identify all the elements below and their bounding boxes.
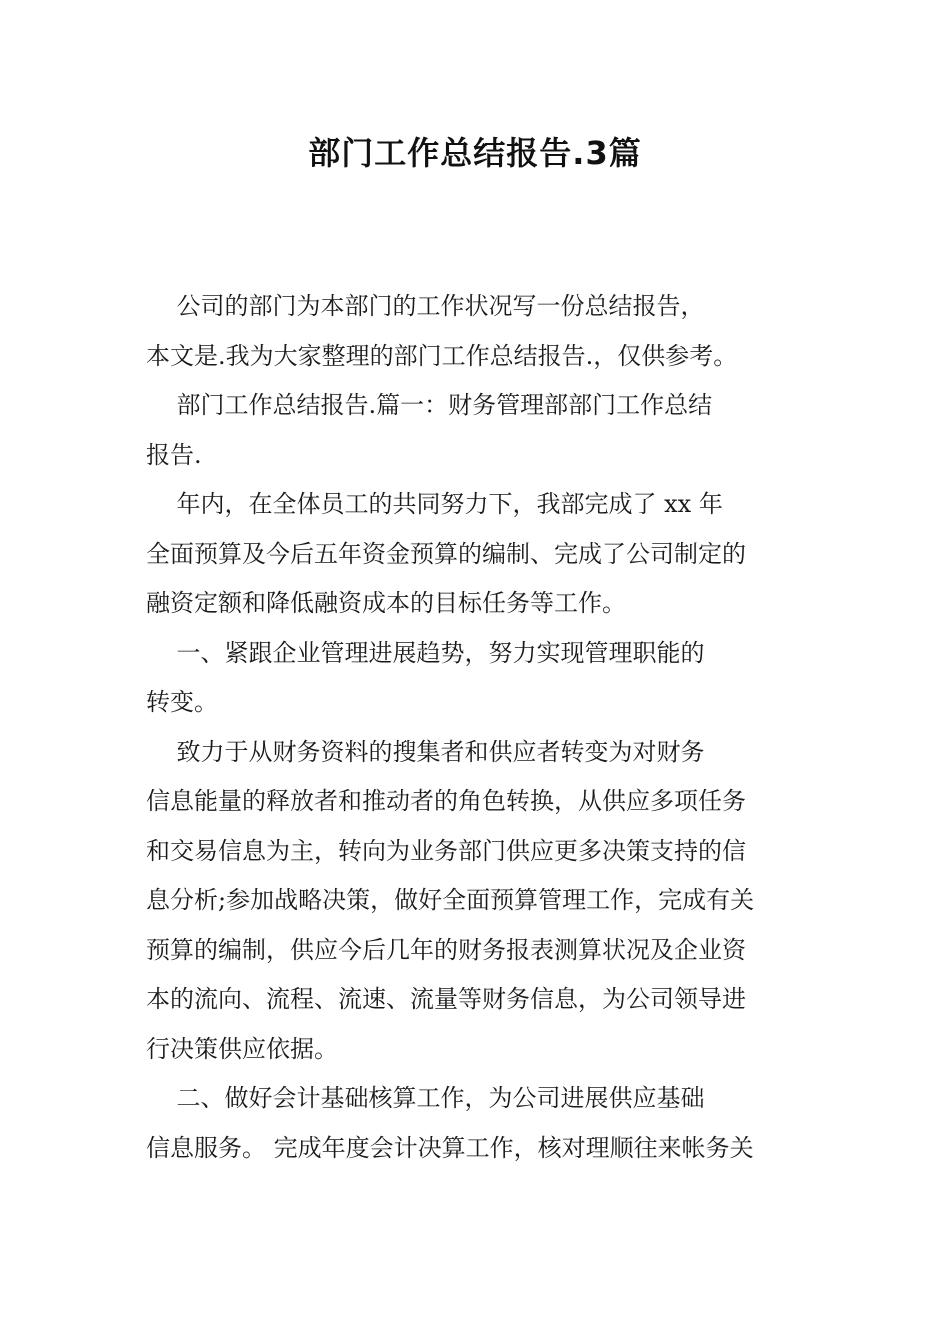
body-line: 行决策供应依据。 <box>146 1034 338 1063</box>
body-line: 融资定额和降低融资成本的目标任务等工作。 <box>146 589 626 617</box>
body-line: 部门工作总结报告.篇一：财务管理部部门工作总结 <box>146 391 713 419</box>
body-line: 公司的部门为本部门的工作状况写一份总结报告， <box>146 292 705 320</box>
body-line: 二、做好会计基础核算工作，为公司进展供应基础 <box>146 1084 705 1112</box>
body-line: 信息能量的释放者和推动者的角色转换，从供应多项任务 <box>146 787 746 815</box>
body-line: 全面预算及今后五年资金预算的编制、完成了公司制定的 <box>146 539 746 568</box>
body-line: 预算的编制，供应今后几年的财务报表测算状况及企业资 <box>146 935 746 964</box>
document-title: 部门工作总结报告.3篇 <box>308 134 642 172</box>
body-line: 和交易信息为主，转向为业务部门供应更多决策支持的信 <box>146 836 746 865</box>
body-line: 致力于从财务资料的搜集者和供应者转变为对财务 <box>146 737 705 766</box>
body-line: 息分析;参加战略决策，做好全面预算管理工作，完成有关 <box>146 886 755 914</box>
body-line: 转变。 <box>146 688 218 716</box>
document-body <box>146 282 806 1173</box>
body-line: 信息服务。 完成年度会计决算工作，核对理顺往来帐务关 <box>146 1133 754 1162</box>
body-line: 年内，在全体员工的共同努力下，我部完成了 xx 年 <box>146 490 723 518</box>
body-line: 报告. <box>146 440 202 469</box>
body-line: 本的流向、流程、流速、流量等财务信息，为公司领导进 <box>146 985 746 1013</box>
body-line: 本文是.我为大家整理的部门工作总结报告.，仅供参考。 <box>146 341 738 370</box>
body-line: 一、紧跟企业管理进展趋势，努力实现管理职能的 <box>146 638 705 667</box>
